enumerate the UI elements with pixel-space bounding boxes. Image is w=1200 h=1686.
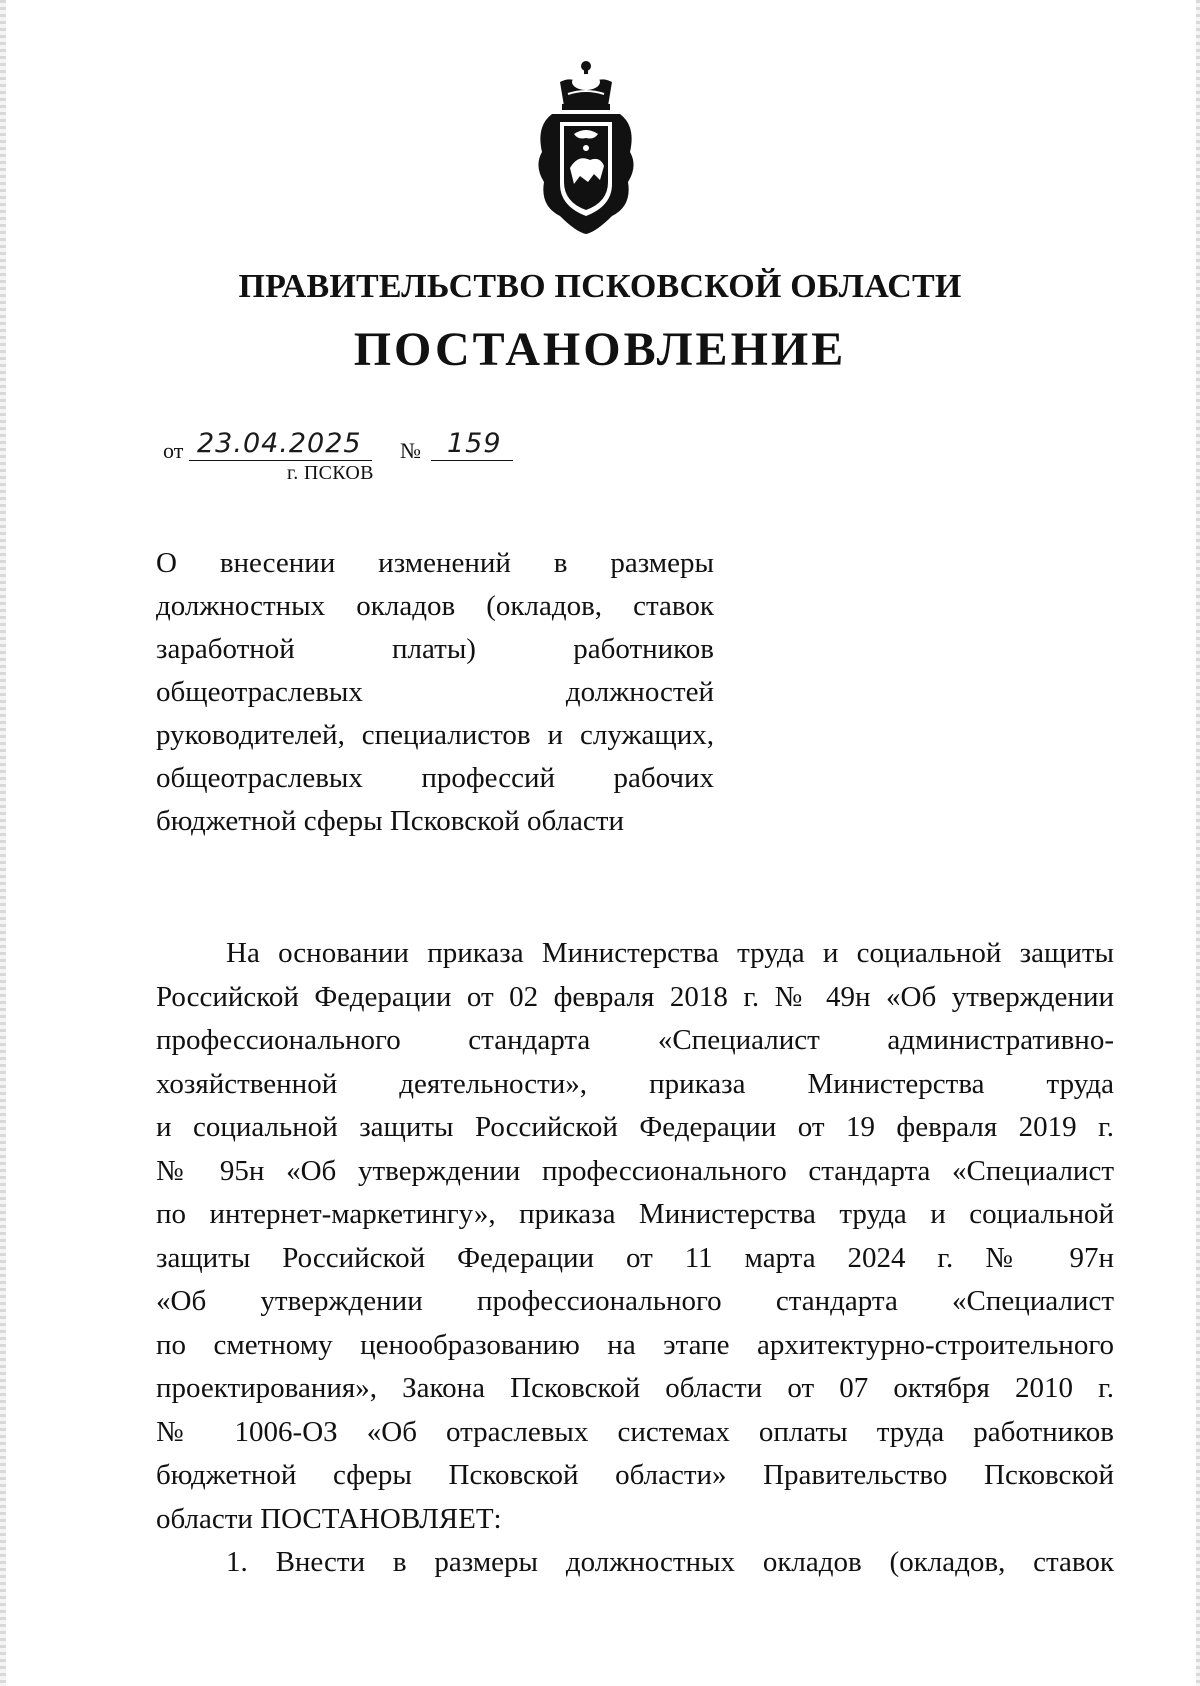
- subject-line: общеотраслевых профессий рабочих: [156, 762, 714, 794]
- document-subject: [156, 542, 714, 843]
- body-line: 1. Внести в размеры должностных окладов (окладов, ставок: [226, 1546, 1114, 1578]
- scan-left-edge: [0, 0, 6, 1686]
- body-line: по интернет-маркетингу», приказа Министерства труда и социальной: [156, 1198, 1114, 1230]
- body-line: по сметному ценообразованию на этапе архитектурно-строительного: [156, 1328, 1114, 1361]
- subject-line: должностных окладов (окладов, ставок: [156, 590, 714, 622]
- body-line: «Об утверждении профессионального стандарта «Специалист: [156, 1285, 1114, 1317]
- coat-of-arms-icon: [530, 56, 642, 236]
- number-underline: [431, 460, 513, 461]
- government-name: ПРАВИТЕЛЬСТВО ПСКОВСКОЙ ОБЛАСТИ: [238, 268, 962, 305]
- number-prefix: №: [400, 438, 421, 463]
- body-line: бюджетной сферы Псковской области» Правительство Псковской: [156, 1459, 1114, 1491]
- document-type: ПОСТАНОВЛЕНИЕ: [353, 323, 847, 376]
- subject-line: бюджетной сферы Псковской области: [156, 805, 624, 837]
- body-line: защиты Российской Федерации от 11 марта 2024 г. № 97н: [156, 1241, 1114, 1274]
- document-body: [156, 932, 1114, 1585]
- body-line: № 1006-ОЗ «Об отраслевых системах оплаты труда работников: [156, 1415, 1114, 1448]
- body-line: области ПОСТАНОВЛЯЕТ:: [156, 1502, 502, 1535]
- subject-line: общеотраслевых должностей: [156, 676, 714, 708]
- body-line: профессионального стандарта «Специалист административно-: [156, 1024, 1114, 1056]
- body-line: хозяйственной деятельности», приказа Министерства труда: [156, 1067, 1114, 1100]
- body-line: На основании приказа Министерства труда и социальной защиты: [226, 937, 1114, 969]
- handwritten-date: 23.04.2025: [197, 428, 362, 459]
- date-prefix: от: [163, 438, 184, 463]
- body-line: и социальной защиты Российской Федерации от 19 февраля 2019 г.: [156, 1111, 1114, 1143]
- body-line: проектирования», Закона Псковской области от 07 октября 2010 г.: [156, 1372, 1114, 1404]
- subject-line: О внесении изменений в размеры: [156, 547, 714, 579]
- date-underline: [189, 460, 372, 461]
- city-label: г. ПСКОВ: [287, 462, 374, 484]
- body-line: Российской Федерации от 02 февраля 2018 г. № 49н «Об утверждении: [156, 980, 1114, 1013]
- handwritten-number: 159: [447, 428, 502, 459]
- subject-line: руководителей, специалистов и служащих,: [156, 719, 714, 751]
- body-line: № 95н «Об утверждении профессионального стандарта «Специалист: [156, 1154, 1114, 1187]
- subject-line: заработной платы) работников: [156, 633, 714, 665]
- scan-right-edge: [1196, 0, 1200, 1686]
